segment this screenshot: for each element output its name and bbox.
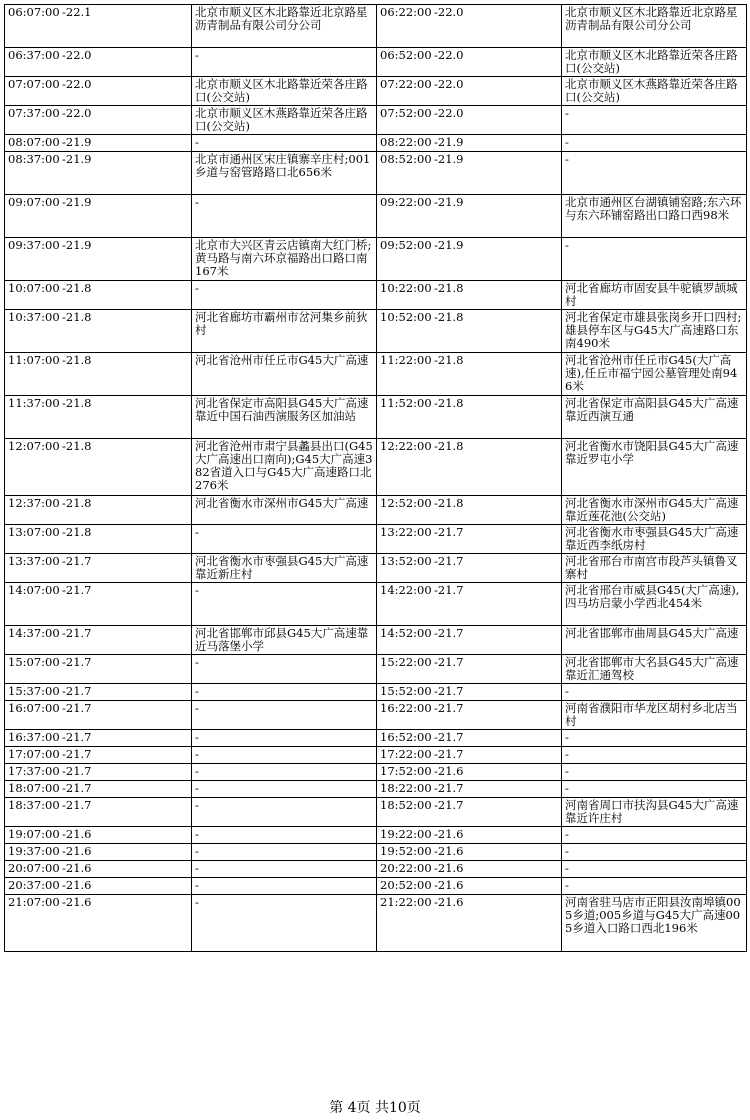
location-cell: 河北省邢台市威县G45(大广高速),四马坊启蒙小学西北454米 [562, 583, 747, 626]
time-value-cell [5, 798, 192, 827]
table-row [5, 895, 747, 952]
time-text: 18:37:00 [8, 798, 60, 812]
time-text: 16:37:00 [8, 730, 60, 744]
table-row [5, 554, 747, 583]
time-text: 17:37:00 [8, 764, 60, 778]
location-cell: 河北省衡水市深州市G45大广高速靠近莲花池(公交站) [562, 496, 747, 525]
time-text: 11:07:00 [8, 353, 60, 367]
location-cell: - [192, 135, 377, 152]
temperature-text: -21.8 [62, 396, 92, 410]
location-cell: - [192, 281, 377, 310]
location-cell: - [192, 701, 377, 730]
temperature-text: -21.7 [434, 583, 464, 597]
table-row [5, 747, 747, 764]
location-cell: - [192, 655, 377, 684]
time-value-cell [5, 583, 192, 626]
time-value-cell [377, 496, 562, 525]
time-text: 19:37:00 [8, 844, 60, 858]
time-value-cell [5, 496, 192, 525]
location-cell: 河北省保定市高阳县G45大广高速靠近中国石油西演服务区加油站 [192, 396, 377, 439]
location-cell: 河北省保定市雄县张岗乡开口四村;雄县停车区与G45大广高速路口东南490米 [562, 310, 747, 353]
time-value-cell [377, 684, 562, 701]
time-text: 06:22:00 [380, 5, 432, 19]
time-text: 19:07:00 [8, 827, 60, 841]
temperature-text: -21.7 [434, 730, 464, 744]
time-value-cell [5, 655, 192, 684]
location-cell: 河北省邢台市南宫市段芦头镇鲁叉寨村 [562, 554, 747, 583]
location-cell: 北京市顺义区木燕路靠近荣各庄路口(公交站) [562, 77, 747, 106]
temperature-text: -21.8 [62, 281, 92, 295]
temperature-text: -21.6 [62, 878, 92, 892]
temperature-text: -21.7 [434, 626, 464, 640]
table-row [5, 878, 747, 895]
table-row [5, 353, 747, 396]
temperature-text: -21.9 [434, 152, 464, 166]
temperature-text: -21.9 [434, 195, 464, 209]
location-cell: 河北省邯郸市大名县G45大广高速靠近汇通驾校 [562, 655, 747, 684]
temperature-text: -21.7 [434, 798, 464, 812]
time-value-cell [377, 281, 562, 310]
time-text: 14:37:00 [8, 626, 60, 640]
table-row [5, 764, 747, 781]
time-text: 18:07:00 [8, 781, 60, 795]
time-value-cell [5, 684, 192, 701]
time-text: 11:52:00 [380, 396, 432, 410]
table-row [5, 583, 747, 626]
time-value-cell [5, 48, 192, 77]
time-text: 20:22:00 [380, 861, 432, 875]
time-value-cell [5, 5, 192, 48]
time-value-cell [5, 747, 192, 764]
location-cell: - [562, 878, 747, 895]
time-text: 17:22:00 [380, 747, 432, 761]
time-value-cell [5, 396, 192, 439]
location-cell: 北京市通州区台湖镇铺窑路;东六环与东六环铺窑路出口路口西98米 [562, 195, 747, 238]
time-text: 21:22:00 [380, 895, 432, 909]
location-cell: 河北省邯郸市曲周县G45大广高速 [562, 626, 747, 655]
location-cell: 河北省衡水市饶阳县G45大广高速靠近罗屯小学 [562, 439, 747, 496]
time-value-cell [377, 195, 562, 238]
location-cell: - [192, 781, 377, 798]
location-cell: - [192, 844, 377, 861]
location-cell: - [192, 195, 377, 238]
temperature-text: -21.6 [62, 861, 92, 875]
time-text: 15:52:00 [380, 684, 432, 698]
table-row [5, 827, 747, 844]
table-row [5, 238, 747, 281]
temperature-text: -21.7 [62, 730, 92, 744]
time-text: 18:22:00 [380, 781, 432, 795]
table-row [5, 439, 747, 496]
temperature-text: -21.8 [434, 281, 464, 295]
table-row [5, 48, 747, 77]
location-cell: - [192, 764, 377, 781]
table-row [5, 496, 747, 525]
temperature-text: -22.0 [434, 48, 464, 62]
time-value-cell [5, 878, 192, 895]
time-value-cell [377, 525, 562, 554]
location-cell: 河北省衡水市枣强县G45大广高速靠近新庄村 [192, 554, 377, 583]
location-cell: - [192, 895, 377, 952]
location-cell: 河北省廊坊市霸州市岔河集乡前狄村 [192, 310, 377, 353]
location-cell: 河南省濮阳市华龙区胡村乡北店当村 [562, 701, 747, 730]
time-text: 15:22:00 [380, 655, 432, 669]
time-text: 14:07:00 [8, 583, 60, 597]
time-text: 13:37:00 [8, 554, 60, 568]
time-text: 09:22:00 [380, 195, 432, 209]
time-value-cell [377, 655, 562, 684]
time-value-cell [5, 281, 192, 310]
temperature-text: -21.7 [434, 525, 464, 539]
time-value-cell [377, 5, 562, 48]
time-value-cell [5, 701, 192, 730]
time-text: 09:52:00 [380, 238, 432, 252]
location-cell: - [562, 861, 747, 878]
temperature-text: -21.9 [62, 152, 92, 166]
time-text: 18:52:00 [380, 798, 432, 812]
temperature-text: -21.8 [62, 496, 92, 510]
time-text: 20:07:00 [8, 861, 60, 875]
temperature-text: -21.9 [62, 238, 92, 252]
time-value-cell [377, 798, 562, 827]
time-text: 07:07:00 [8, 77, 60, 91]
location-cell: - [192, 525, 377, 554]
time-text: 17:52:00 [380, 764, 432, 778]
time-text: 09:37:00 [8, 238, 60, 252]
time-value-cell [377, 781, 562, 798]
time-text: 12:52:00 [380, 496, 432, 510]
time-value-cell [377, 747, 562, 764]
location-cell: - [192, 861, 377, 878]
temperature-text: -21.8 [434, 310, 464, 324]
time-text: 08:52:00 [380, 152, 432, 166]
temperature-text: -22.0 [434, 77, 464, 91]
time-value-cell [377, 764, 562, 781]
table-row [5, 626, 747, 655]
time-text: 20:37:00 [8, 878, 60, 892]
temperature-text: -21.8 [62, 525, 92, 539]
location-cell: - [562, 781, 747, 798]
time-text: 15:37:00 [8, 684, 60, 698]
time-value-cell [5, 764, 192, 781]
temperature-text: -21.6 [434, 827, 464, 841]
location-cell: - [562, 684, 747, 701]
time-value-cell [377, 135, 562, 152]
location-cell: 北京市顺义区木北路靠近荣各庄路口(公交站) [562, 48, 747, 77]
temperature-text: -21.8 [434, 353, 464, 367]
temperature-text: -21.6 [62, 827, 92, 841]
location-cell: - [562, 764, 747, 781]
time-text: 11:22:00 [380, 353, 432, 367]
time-text: 19:22:00 [380, 827, 432, 841]
time-value-cell [377, 827, 562, 844]
location-cell: - [562, 844, 747, 861]
time-value-cell [5, 195, 192, 238]
time-text: 16:07:00 [8, 701, 60, 715]
temperature-location-table [4, 4, 747, 952]
temperature-text: -21.7 [62, 626, 92, 640]
location-cell: 河南省周口市扶沟县G45大广高速靠近许庄村 [562, 798, 747, 827]
table-row [5, 730, 747, 747]
temperature-text: -21.8 [62, 439, 92, 453]
time-text: 10:52:00 [380, 310, 432, 324]
table-row [5, 844, 747, 861]
table-row [5, 798, 747, 827]
temperature-text: -21.6 [62, 844, 92, 858]
time-value-cell [377, 310, 562, 353]
temperature-text: -21.7 [62, 747, 92, 761]
time-value-cell [5, 861, 192, 878]
time-value-cell [377, 895, 562, 952]
temperature-text: -21.7 [434, 747, 464, 761]
time-value-cell [377, 238, 562, 281]
temperature-text: -21.7 [62, 798, 92, 812]
location-cell: - [562, 730, 747, 747]
location-cell: 北京市通州区宋庄镇寨辛庄村;001乡道与窑管路路口北656米 [192, 152, 377, 195]
temperature-text: -21.6 [434, 878, 464, 892]
time-value-cell [5, 626, 192, 655]
time-value-cell [5, 895, 192, 952]
table-body [5, 5, 747, 952]
location-cell: 河北省保定市高阳县G45大广高速靠近西演互通 [562, 396, 747, 439]
time-text: 12:37:00 [8, 496, 60, 510]
time-text: 19:52:00 [380, 844, 432, 858]
table-row [5, 861, 747, 878]
temperature-text: -21.6 [434, 844, 464, 858]
time-text: 12:07:00 [8, 439, 60, 453]
location-cell: - [562, 152, 747, 195]
time-value-cell [377, 152, 562, 195]
location-cell: 河北省沧州市任丘市G45大广高速 [192, 353, 377, 396]
time-text: 08:07:00 [8, 135, 60, 149]
table-row [5, 655, 747, 684]
temperature-text: -21.7 [434, 701, 464, 715]
time-text: 06:52:00 [380, 48, 432, 62]
time-value-cell [5, 152, 192, 195]
time-text: 13:22:00 [380, 525, 432, 539]
table-row [5, 135, 747, 152]
page-number: 第 4页 共10页 [329, 1100, 421, 1116]
temperature-text: -21.7 [62, 684, 92, 698]
temperature-text: -22.0 [62, 77, 92, 91]
temperature-text: -21.9 [62, 195, 92, 209]
location-cell: 河北省衡水市枣强县G45大广高速靠近西李纸房村 [562, 525, 747, 554]
location-cell: - [192, 583, 377, 626]
temperature-text: -21.8 [62, 310, 92, 324]
time-value-cell [377, 701, 562, 730]
temperature-text: -22.1 [62, 5, 92, 19]
table-row [5, 77, 747, 106]
time-value-cell [377, 396, 562, 439]
temperature-text: -21.7 [434, 781, 464, 795]
time-text: 14:22:00 [380, 583, 432, 597]
table-row [5, 195, 747, 238]
location-cell: - [562, 747, 747, 764]
location-cell: 北京市大兴区青云店镇南大红门桥;黄马路与南六环京福路出口路口南167米 [192, 238, 377, 281]
location-cell: 河南省驻马店市正阳县汝南埠镇005乡道;005乡道与G45大广高速005乡道入口路口西北196米 [562, 895, 747, 952]
temperature-text: -22.0 [434, 106, 464, 120]
table-row [5, 684, 747, 701]
location-cell: 北京市顺义区木北路靠近北京路星沥青制品有限公司分公司 [562, 5, 747, 48]
temperature-text: -21.7 [434, 554, 464, 568]
time-text: 13:52:00 [380, 554, 432, 568]
time-text: 08:22:00 [380, 135, 432, 149]
time-text: 21:07:00 [8, 895, 60, 909]
location-cell: 河北省衡水市深州市G45大广高速 [192, 496, 377, 525]
time-value-cell [5, 554, 192, 583]
time-text: 08:37:00 [8, 152, 60, 166]
location-cell: 河北省沧州市肃宁县蠡县出口(G45大广高速出口南向);G45大广高速382省道入口与G45大广高速路口北276米 [192, 439, 377, 496]
time-value-cell [5, 77, 192, 106]
time-value-cell [377, 439, 562, 496]
time-text: 09:07:00 [8, 195, 60, 209]
time-value-cell [5, 827, 192, 844]
table-row [5, 781, 747, 798]
time-text: 16:22:00 [380, 701, 432, 715]
location-cell: 河北省邯郸市邱县G45大广高速靠近马落堡小学 [192, 626, 377, 655]
temperature-text: -21.8 [434, 496, 464, 510]
time-value-cell [377, 626, 562, 655]
time-text: 06:37:00 [8, 48, 60, 62]
table-row [5, 525, 747, 554]
time-value-cell [5, 525, 192, 554]
table-row [5, 106, 747, 135]
time-value-cell [377, 730, 562, 747]
location-cell: 北京市顺义区木北路靠近荣各庄路口(公交站) [192, 77, 377, 106]
location-cell: - [192, 798, 377, 827]
location-cell: - [192, 878, 377, 895]
location-cell: 河北省沧州市任丘市G45(大广高速),任丘市福宁园公墓管理处南946米 [562, 353, 747, 396]
temperature-text: -21.8 [62, 353, 92, 367]
time-value-cell [5, 238, 192, 281]
time-text: 07:22:00 [380, 77, 432, 91]
time-value-cell [5, 353, 192, 396]
location-cell: 河北省廊坊市固安县牛驼镇罗颉城村 [562, 281, 747, 310]
temperature-text: -21.6 [434, 861, 464, 875]
temperature-text: -22.0 [62, 48, 92, 62]
table-row [5, 396, 747, 439]
temperature-text: -21.7 [434, 655, 464, 669]
temperature-text: -21.9 [434, 238, 464, 252]
temperature-text: -22.0 [434, 5, 464, 19]
location-cell: 北京市顺义区木北路靠近北京路星沥青制品有限公司分公司 [192, 5, 377, 48]
location-cell: - [562, 106, 747, 135]
time-text: 12:22:00 [380, 439, 432, 453]
time-text: 11:37:00 [8, 396, 60, 410]
temperature-text: -21.7 [62, 554, 92, 568]
temperature-text: -21.7 [62, 781, 92, 795]
time-value-cell [5, 439, 192, 496]
temperature-text: -21.7 [62, 764, 92, 778]
time-value-cell [377, 554, 562, 583]
location-cell: - [562, 135, 747, 152]
time-text: 07:52:00 [380, 106, 432, 120]
time-text: 06:07:00 [8, 5, 60, 19]
temperature-text: -21.6 [434, 764, 464, 778]
time-value-cell [377, 48, 562, 77]
temperature-text: -21.6 [62, 895, 92, 909]
table-row [5, 152, 747, 195]
time-value-cell [5, 781, 192, 798]
temperature-text: -21.7 [62, 701, 92, 715]
time-value-cell [377, 861, 562, 878]
location-cell: 北京市顺义区木燕路靠近荣各庄路口(公交站) [192, 106, 377, 135]
temperature-text: -21.8 [434, 396, 464, 410]
time-value-cell [377, 77, 562, 106]
time-value-cell [5, 730, 192, 747]
temperature-text: -21.9 [62, 135, 92, 149]
time-text: 10:22:00 [380, 281, 432, 295]
time-text: 13:07:00 [8, 525, 60, 539]
time-text: 10:07:00 [8, 281, 60, 295]
table-row [5, 701, 747, 730]
table-row [5, 310, 747, 353]
temperature-text: -21.6 [434, 895, 464, 909]
time-value-cell [5, 106, 192, 135]
time-value-cell [377, 353, 562, 396]
location-cell: - [192, 730, 377, 747]
time-text: 15:07:00 [8, 655, 60, 669]
time-text: 16:52:00 [380, 730, 432, 744]
time-text: 20:52:00 [380, 878, 432, 892]
time-value-cell [377, 844, 562, 861]
time-value-cell [5, 844, 192, 861]
time-text: 10:37:00 [8, 310, 60, 324]
location-cell: - [562, 238, 747, 281]
temperature-text: -21.7 [62, 583, 92, 597]
time-value-cell [5, 310, 192, 353]
temperature-text: -21.9 [434, 135, 464, 149]
temperature-text: -22.0 [62, 106, 92, 120]
location-cell: - [562, 827, 747, 844]
time-text: 17:07:00 [8, 747, 60, 761]
time-value-cell [377, 106, 562, 135]
temperature-text: -21.7 [434, 684, 464, 698]
location-cell: - [192, 48, 377, 77]
location-cell: - [192, 827, 377, 844]
time-text: 14:52:00 [380, 626, 432, 640]
temperature-text: -21.8 [434, 439, 464, 453]
location-cell: - [192, 747, 377, 764]
table-row [5, 5, 747, 48]
time-value-cell [377, 878, 562, 895]
location-cell: - [192, 684, 377, 701]
time-value-cell [377, 583, 562, 626]
time-text: 07:37:00 [8, 106, 60, 120]
table-row [5, 281, 747, 310]
time-value-cell [5, 135, 192, 152]
temperature-text: -21.7 [62, 655, 92, 669]
